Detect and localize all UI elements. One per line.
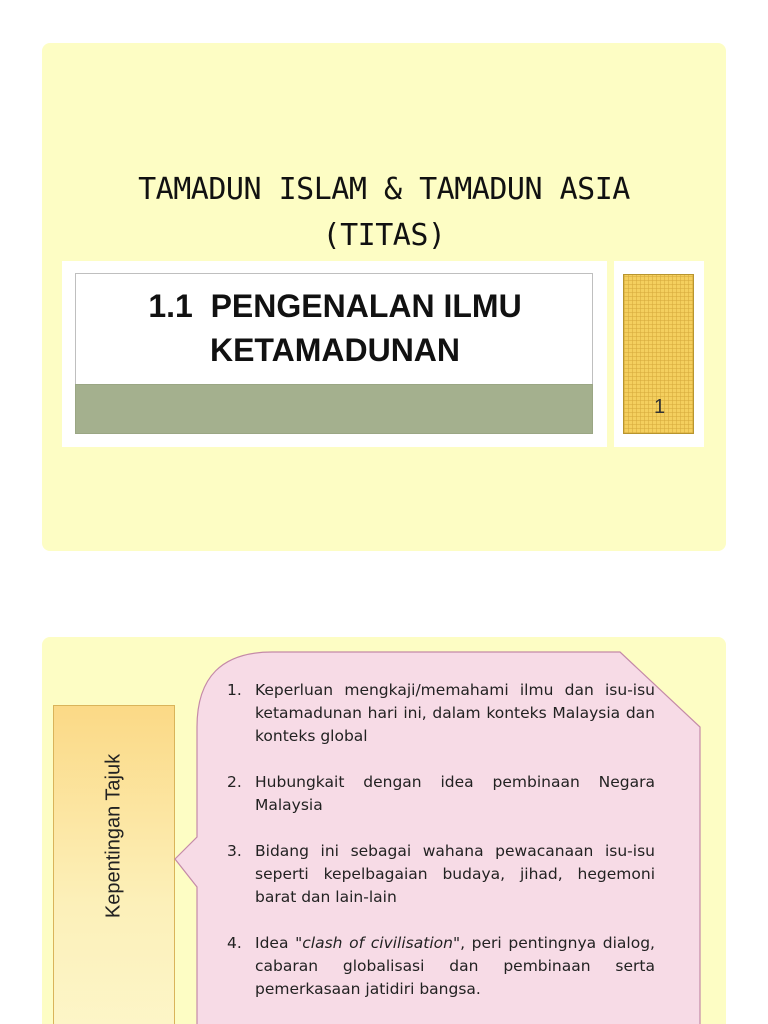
list-number: 3.: [227, 842, 242, 860]
list-number: 1.: [227, 681, 242, 699]
slide-number-box: [623, 274, 694, 434]
section-title-line1: 1.1 PENGENALAN ILMU: [148, 288, 522, 324]
list-text-post: ", peri pentingnya dialog, cabaran globalisasi dan pembinaan serta pemerkasaan jatidiri bangsa.: [255, 934, 655, 998]
section-title: [76, 284, 594, 372]
course-title-line1: TAMADUN ISLAM & TAMADUN ASIA: [138, 172, 630, 207]
course-title: [42, 167, 726, 259]
list-number: 4.: [227, 934, 242, 952]
side-label: Kepentingan Tajuk: [102, 753, 125, 919]
content-slide: [42, 637, 726, 1024]
list-text: Hubungkait dengan idea pembinaan Negara Malaysia: [255, 773, 655, 814]
list-number: 2.: [227, 773, 242, 791]
course-title-line2: (TITAS): [322, 218, 446, 253]
list-text: Keperluan mengkaji/memahami ilmu dan isu-isu ketamadunan hari ini, dalam konteks Malaysia dan konteks global: [255, 681, 655, 745]
list-text-pre: Idea ": [255, 934, 303, 952]
importance-list: [227, 679, 655, 1024]
slide-number: 1: [653, 396, 666, 418]
list-item: [227, 932, 655, 1001]
list-item: [227, 679, 655, 748]
list-text: [255, 932, 655, 1001]
list-item: [227, 840, 655, 909]
list-text-italic: clash of civilisation: [302, 934, 453, 952]
section-title-line2: KETAMADUNAN: [209, 332, 461, 368]
green-accent-bar: [75, 384, 593, 434]
list-item: [227, 771, 655, 817]
list-text: Bidang ini sebagai wahana pewacanaan isu-isu seperti kepelbagaian budaya, jihad, hegemoni barat dan lain-lain: [255, 842, 655, 906]
title-slide: [42, 43, 726, 551]
subtitle-box: [75, 273, 593, 385]
